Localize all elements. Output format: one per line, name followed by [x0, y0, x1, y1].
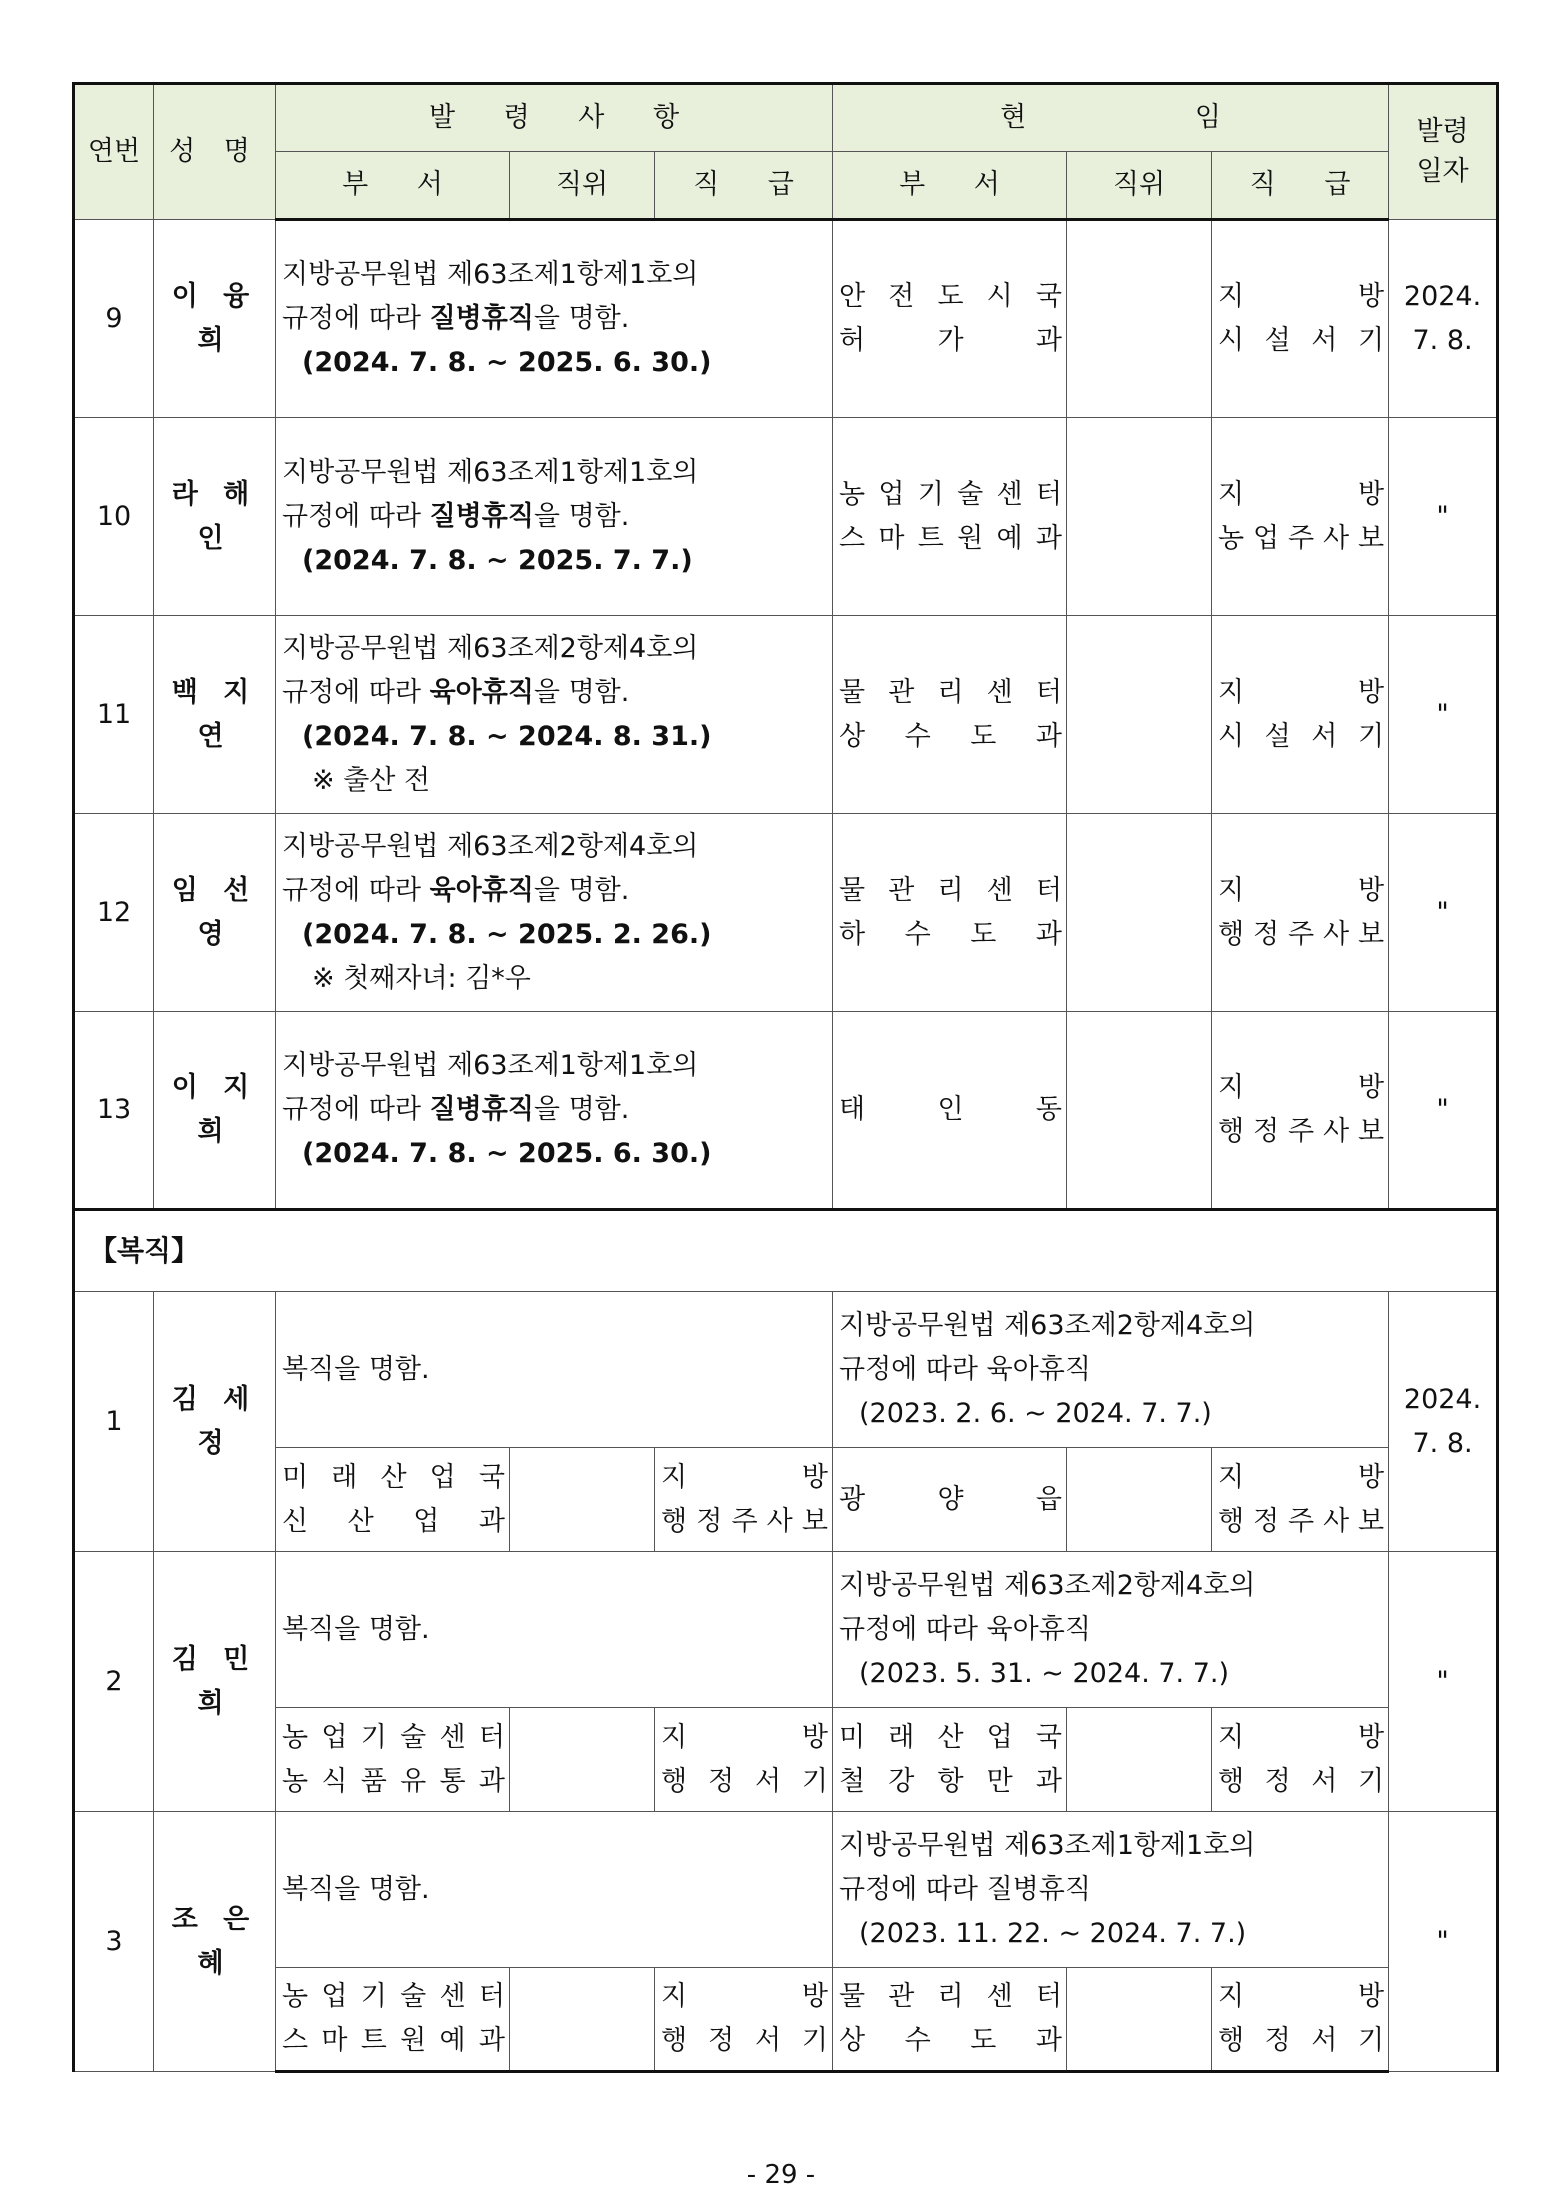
dept-line: 스 마 트 원 예 과	[282, 2025, 505, 2056]
grade-line: 지 방	[661, 1981, 829, 2012]
row-date: "	[1389, 1552, 1498, 1812]
dept-line: 물 관 리 센 터	[839, 676, 1062, 708]
current-period: (2023. 5. 31. ~ 2024. 7. 7.)	[859, 1657, 1230, 1689]
table-row	[74, 220, 1498, 418]
current-grade	[1212, 1968, 1389, 2072]
row-no: 3	[74, 1812, 154, 2072]
grade-line: 지 방	[1218, 281, 1385, 312]
table-row	[74, 1552, 1498, 1708]
row-grade	[1212, 220, 1389, 418]
row-dept	[833, 220, 1067, 418]
row-name: 이 지 희	[154, 1012, 276, 1210]
order-period: (2024. 7. 8. ~ 2025. 7. 7.)	[302, 544, 693, 576]
row-pos	[1067, 220, 1212, 418]
row-pos	[1067, 616, 1212, 814]
dept-line: 안 전 도 시 국	[839, 281, 1062, 312]
table-row	[74, 814, 1498, 1012]
row-no: 12	[74, 814, 154, 1012]
table-row	[74, 1968, 1498, 2072]
row-dept	[833, 418, 1067, 616]
table-row	[74, 1448, 1498, 1552]
order-line: 지방공무원법 제63조제1항제1호의	[282, 259, 699, 290]
current-pos	[1067, 1448, 1212, 1552]
header-grade-current: 직 급	[1212, 152, 1389, 220]
header-date	[1389, 84, 1498, 220]
current-line: 지방공무원법 제63조제2항제4호의	[839, 1569, 1256, 1601]
order-line: 규정에 따라 육아휴직을 명함.	[282, 676, 630, 708]
new-pos	[510, 1968, 655, 2072]
row-current-status	[833, 1812, 1389, 1968]
row-no: 9	[74, 220, 154, 418]
row-order	[276, 220, 833, 418]
dept-line: 허 가 과	[839, 325, 1063, 356]
row-dept	[833, 616, 1067, 814]
dept-line: 농 업 기 술 센 터	[282, 1981, 505, 2012]
row-current-status	[833, 1552, 1389, 1708]
header-date-label: 발령일자	[1416, 116, 1469, 187]
row-grade	[1212, 814, 1389, 1012]
grade-line: 행 정 서 기	[661, 2025, 828, 2056]
dept-line: 농 식 품 유 통 과	[282, 1765, 505, 1797]
grade-line: 행 정 서 기	[1218, 1765, 1385, 1797]
current-pos	[1067, 1708, 1212, 1812]
row-no: 13	[74, 1012, 154, 1210]
grade-line: 행 정 주 사 보	[661, 1505, 828, 1537]
row-pos	[1067, 418, 1212, 616]
current-dept	[833, 1448, 1067, 1552]
order-line: 규정에 따라 질병휴직을 명함.	[282, 1094, 630, 1125]
grade-line: 지 방	[661, 1721, 829, 1753]
row-date: "	[1389, 1012, 1498, 1210]
dept-line: 스 마 트 원 예 과	[839, 522, 1062, 554]
row-name: 백 지 연	[154, 616, 276, 814]
new-grade	[655, 1708, 833, 1812]
new-pos	[510, 1708, 655, 1812]
header-pos-current: 직위	[1067, 152, 1212, 220]
row-date: "	[1389, 1812, 1498, 2072]
current-line: 규정에 따라 질병휴직	[839, 1873, 1091, 1905]
page-number: - 29 -	[746, 2160, 816, 2190]
grade-line: 지 방	[1218, 478, 1385, 510]
row-order	[276, 814, 833, 1012]
row-order	[276, 616, 833, 814]
dept-line: 미 래 산 업 국	[282, 1461, 505, 1493]
current-grade	[1212, 1708, 1389, 1812]
grade-line: 행 정 주 사 보	[1218, 918, 1385, 950]
grade-line: 지 방	[1218, 1721, 1385, 1753]
row-date: "	[1389, 616, 1498, 814]
header-name: 성 명	[154, 84, 276, 220]
grade-line: 지 방	[1218, 1981, 1385, 2012]
current-line: 지방공무원법 제63조제2항제4호의	[839, 1309, 1256, 1341]
order-line: 지방공무원법 제63조제1항제1호의	[282, 1050, 699, 1081]
row-no: 10	[74, 418, 154, 616]
section-title-reinstatement: 【복직】	[74, 1210, 1498, 1292]
grade-line: 행 정 서 기	[1218, 2025, 1385, 2056]
grade-line: 농 업 주 사 보	[1218, 522, 1385, 554]
row-order	[276, 418, 833, 616]
header-current-group: 현 임	[833, 84, 1389, 152]
header-dept: 부 서	[276, 152, 510, 220]
row-no: 2	[74, 1552, 154, 1812]
row-dept	[833, 814, 1067, 1012]
grade-line: 지 방	[1218, 1461, 1385, 1493]
grade-line: 지 방	[1218, 676, 1385, 708]
grade-line: 시 설 서 기	[1218, 325, 1385, 356]
row-grade	[1212, 1012, 1389, 1210]
row-name: 라 해 인	[154, 418, 276, 616]
order-line: 지방공무원법 제63조제2항제4호의	[282, 632, 699, 664]
dept-line: 물 관 리 센 터	[839, 1981, 1062, 2012]
row-no: 1	[74, 1292, 154, 1552]
order-note: ※ 첫째자녀: 김*우	[312, 962, 531, 994]
table-row	[74, 1812, 1498, 1968]
row-no: 11	[74, 616, 154, 814]
header-pos: 직위	[510, 152, 655, 220]
order-line: 규정에 따라 질병휴직을 명함.	[282, 303, 630, 334]
table-row	[74, 1708, 1498, 1812]
current-line: 규정에 따라 육아휴직	[839, 1613, 1091, 1645]
dept-line: 농 업 기 술 센 터	[282, 1721, 505, 1753]
row-grade	[1212, 418, 1389, 616]
grade-line: 시 설 서 기	[1218, 720, 1385, 752]
row-pos	[1067, 1012, 1212, 1210]
row-name: 김 세 정	[154, 1292, 276, 1552]
row-date: 2024. 7. 8.	[1389, 220, 1498, 418]
new-grade	[655, 1968, 833, 2072]
header-dept-current: 부 서	[833, 152, 1067, 220]
new-pos	[510, 1448, 655, 1552]
order-line: 규정에 따라 육아휴직을 명함.	[282, 874, 630, 906]
header-grade: 직 급	[655, 152, 833, 220]
grade-line: 행 정 서 기	[661, 1765, 828, 1797]
current-line: 지방공무원법 제63조제1항제1호의	[839, 1829, 1256, 1861]
row-dept	[833, 1012, 1067, 1210]
order-line: 지방공무원법 제63조제2항제4호의	[282, 830, 699, 862]
row-order	[276, 1012, 833, 1210]
row-order: 복직을 명함.	[276, 1552, 833, 1708]
current-dept	[833, 1708, 1067, 1812]
order-period: (2024. 7. 8. ~ 2025. 6. 30.)	[302, 1138, 712, 1169]
dept-line: 신 산 업 과	[282, 1505, 505, 1537]
row-current-status	[833, 1292, 1389, 1448]
header-no: 연번	[74, 84, 154, 220]
grade-line: 지 방	[1218, 1072, 1385, 1103]
table-row	[74, 1012, 1498, 1210]
new-dept	[276, 1968, 510, 2072]
row-pos	[1067, 814, 1212, 1012]
current-line: 규정에 따라 육아휴직	[839, 1353, 1091, 1385]
grade-line: 행 정 주 사 보	[1218, 1116, 1385, 1147]
grade-line: 지 방	[1218, 874, 1385, 906]
current-pos	[1067, 1968, 1212, 2072]
dept-line: 상 수 도 과	[839, 2025, 1062, 2056]
row-grade	[1212, 616, 1389, 814]
order-line: 규정에 따라 질병휴직을 명함.	[282, 500, 630, 532]
dept-line: 상 수 도 과	[839, 720, 1062, 752]
row-name: 이 융 희	[154, 220, 276, 418]
dept-line: 태 인 동	[839, 1094, 1063, 1125]
row-date: "	[1389, 418, 1498, 616]
dept-line: 미 래 산 업 국	[839, 1721, 1062, 1753]
header-order-group: 발 령 사 항	[276, 84, 833, 152]
table-row	[74, 1292, 1498, 1448]
order-period: (2024. 7. 8. ~ 2024. 8. 31.)	[302, 720, 712, 752]
new-dept	[276, 1448, 510, 1552]
row-date: 2024. 7. 8.	[1389, 1292, 1498, 1552]
new-grade	[655, 1448, 833, 1552]
dept-line: 광 양 읍	[839, 1483, 1063, 1515]
personnel-order-table	[72, 82, 1499, 2073]
current-dept	[833, 1968, 1067, 2072]
grade-line: 행 정 주 사 보	[1218, 1505, 1385, 1537]
row-order: 복직을 명함.	[276, 1812, 833, 1968]
order-period: (2024. 7. 8. ~ 2025. 2. 26.)	[302, 918, 712, 950]
order-note: ※ 출산 전	[312, 764, 431, 796]
row-order: 복직을 명함.	[276, 1292, 833, 1448]
row-name: 김 민 희	[154, 1552, 276, 1812]
current-period: (2023. 11. 22. ~ 2024. 7. 7.)	[859, 1917, 1247, 1949]
table-row	[74, 418, 1498, 616]
new-dept	[276, 1708, 510, 1812]
order-line: 지방공무원법 제63조제1항제1호의	[282, 456, 699, 488]
dept-line: 물 관 리 센 터	[839, 874, 1062, 906]
current-period: (2023. 2. 6. ~ 2024. 7. 7.)	[859, 1397, 1212, 1429]
dept-line: 농 업 기 술 센 터	[839, 478, 1062, 510]
row-name: 조 은 혜	[154, 1812, 276, 2072]
row-name: 임 선 영	[154, 814, 276, 1012]
table-row	[74, 616, 1498, 814]
order-period: (2024. 7. 8. ~ 2025. 6. 30.)	[302, 347, 712, 378]
dept-line: 철 강 항 만 과	[839, 1765, 1062, 1797]
row-date: "	[1389, 814, 1498, 1012]
grade-line: 지 방	[661, 1461, 829, 1493]
dept-line: 하 수 도 과	[839, 918, 1062, 950]
current-grade	[1212, 1448, 1389, 1552]
